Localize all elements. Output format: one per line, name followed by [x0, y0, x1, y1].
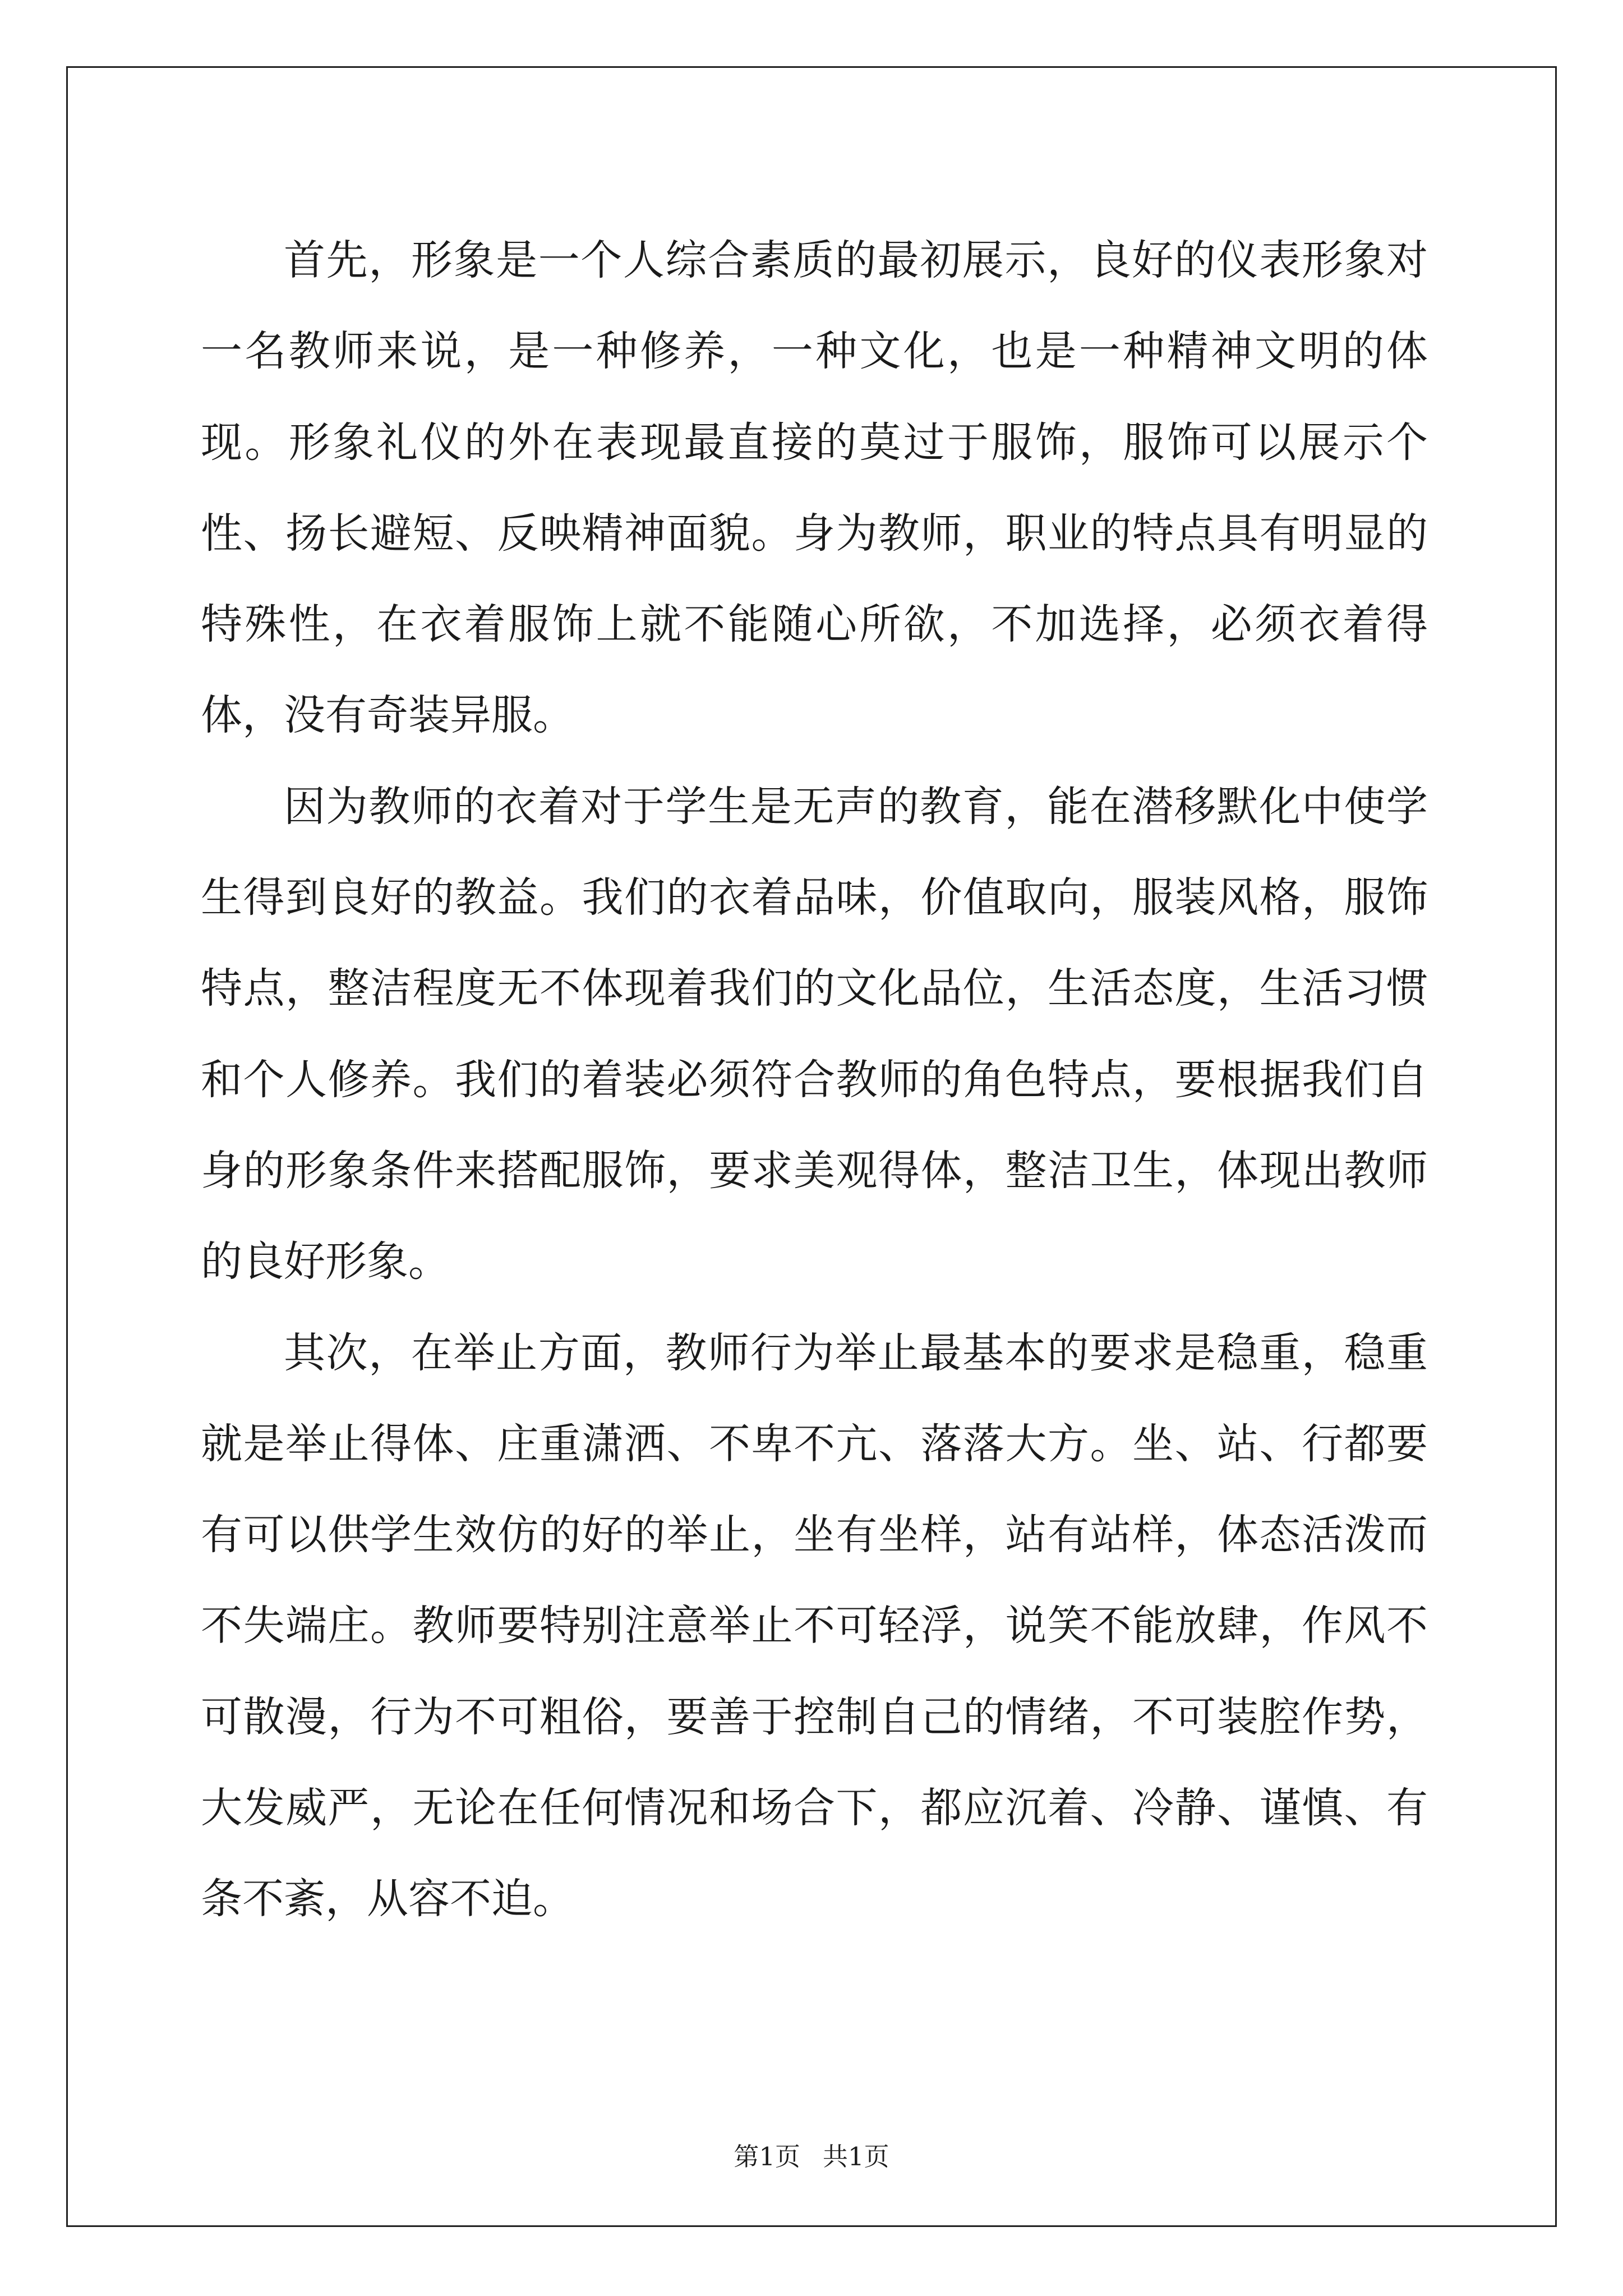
paragraph-behavior: 其次，在举止方面，教师行为举止最基本的要求是稳重，稳重就是举止得体、庄重潇洒、不卑不亢、落落大方。坐、站、行都要有可以供学生效仿的好的举止，坐有坐样，站有站样，体态活泼而不失端庄。教师要特别注意举止不可轻浮，说笑不能放肆，作风不可散漫，行为不可粗俗，要善于控制自己的情绪，不可装腔作势，大发威严，无论在任何情况和场合下，都应沉着、冷静、谨慎、有条不紊，从容不迫。 [201, 1328, 1428, 1924]
page-number-current: 第1页 [734, 2142, 800, 2171]
document-body [201, 215, 1428, 1945]
page-number-total: 共1页 [823, 2142, 889, 2171]
page-footer [0, 2140, 1623, 2174]
paragraph-appearance: 首先，形象是一个人综合素质的最初展示，良好的仪表形象对一名教师来说，是一种修养，一种文化，也是一种精神文明的体现。形象礼仪的外在表现最直接的莫过于服饰，服饰可以展示个性、扬长避短、反映精神面貌。身为教师，职业的特点具有明显的特殊性，在衣着服饰上就不能随心所欲，不加选择，必须衣着得体，没有奇装异服。 [201, 236, 1428, 740]
paragraph-attire: 因为教师的衣着对于学生是无声的教育，能在潜移默化中使学生得到良好的教益。我们的衣着品味，价值取向，服装风格，服饰特点，整洁程度无不体现着我们的文化品位，生活态度，生活习惯和个人修养。我们的着装必须符合教师的角色特点，要根据我们自身的形象条件来搭配服饰，要求美观得体，整洁卫生，体现出教师的良好形象。 [201, 782, 1428, 1286]
